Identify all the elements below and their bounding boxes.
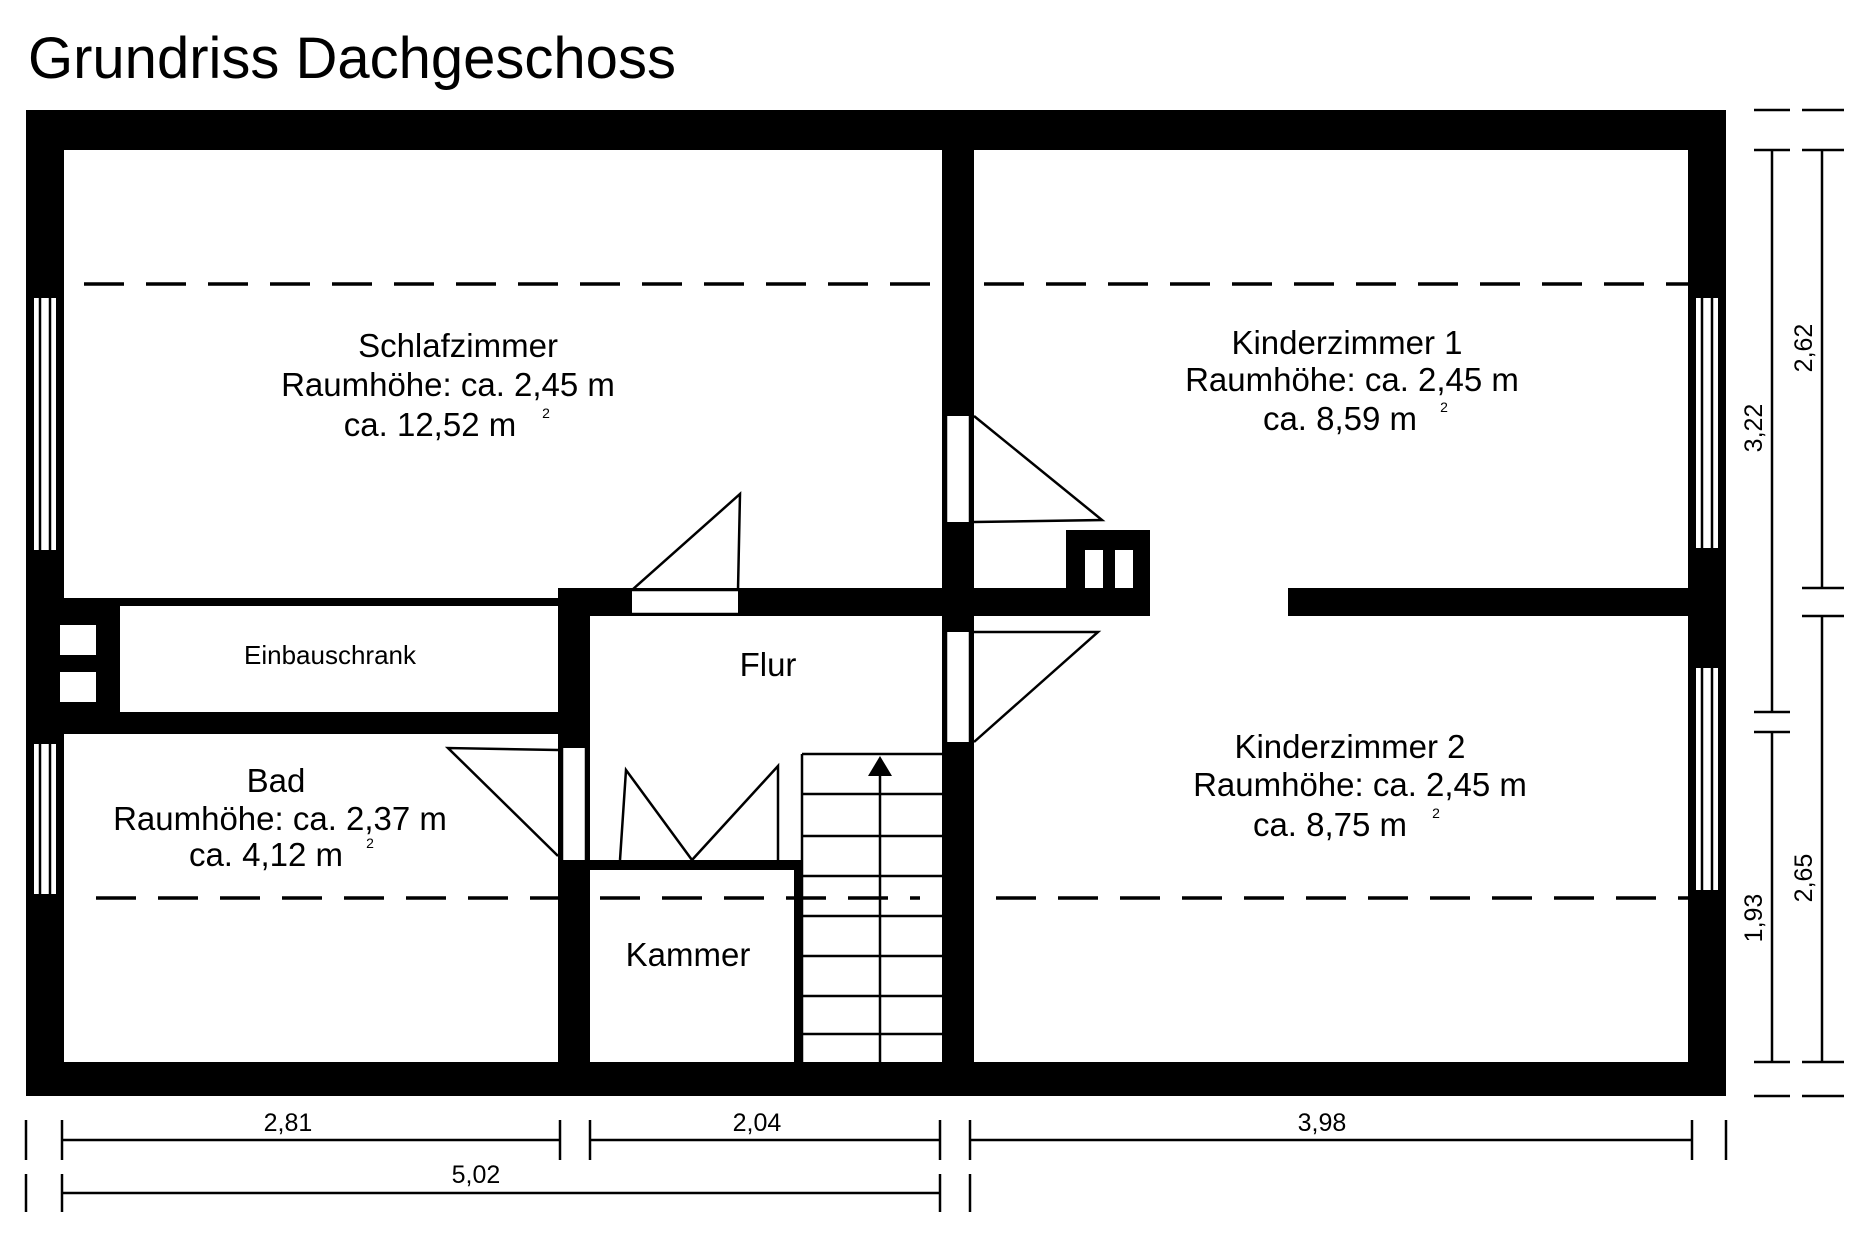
- room-height: Raumhöhe: ca. 2,45 m: [281, 366, 615, 403]
- room-height: Raumhöhe: ca. 2,37 m: [113, 800, 447, 837]
- stair-direction-arrow-icon: [868, 756, 892, 776]
- room-area: ca. 12,52 m: [343, 406, 517, 443]
- doors: [448, 416, 1102, 860]
- room-area: ca. 8,59 m: [1262, 400, 1418, 437]
- right-dimensions: [1740, 110, 1844, 1096]
- room-name: Kinderzimmer 2: [1234, 728, 1466, 765]
- staircase: [802, 754, 942, 1062]
- room-name: Bad: [246, 762, 306, 799]
- dim-right-outer-top: 2,62: [1790, 323, 1818, 373]
- dim-bottom-1: 2,81: [263, 1109, 313, 1137]
- room-name: Schlafzimmer: [358, 327, 558, 364]
- dim-right-outer-bottom: 2,65: [1790, 853, 1818, 903]
- room-einbauschrank: Einbauschrank: [244, 640, 416, 670]
- plan-title: Grundriss Dachgeschoss: [28, 26, 676, 91]
- walls: [26, 110, 1726, 1096]
- room-schlafzimmer: [281, 327, 615, 443]
- bottom-dimensions: [26, 1109, 1726, 1212]
- room-area: ca. 8,75 m: [1252, 806, 1408, 843]
- room-bad: [113, 762, 447, 873]
- dim-bottom-total: 5,02: [451, 1161, 501, 1189]
- area-unit-sup: 2: [1432, 805, 1440, 821]
- room-name: Kinderzimmer 1: [1231, 324, 1463, 361]
- room-flur: Flur: [739, 646, 797, 683]
- area-unit-sup: 2: [1440, 399, 1448, 415]
- dim-right-inner-top: 3,22: [1740, 403, 1768, 453]
- area-unit-sup: 2: [542, 405, 550, 421]
- room-height: Raumhöhe: ca. 2,45 m: [1193, 766, 1527, 803]
- dim-bottom-3: 3,98: [1297, 1109, 1347, 1137]
- room-kammer: Kammer: [625, 936, 751, 973]
- room-kinderzimmer-1: [1185, 324, 1519, 437]
- room-height: Raumhöhe: ca. 2,45 m: [1185, 361, 1519, 398]
- dim-bottom-2: 2,04: [732, 1109, 782, 1137]
- dim-right-inner-bottom: 1,93: [1740, 893, 1768, 943]
- area-unit-sup: 2: [366, 835, 374, 851]
- room-kinderzimmer-2: [1193, 728, 1527, 843]
- room-area: ca. 4,12 m: [188, 836, 344, 873]
